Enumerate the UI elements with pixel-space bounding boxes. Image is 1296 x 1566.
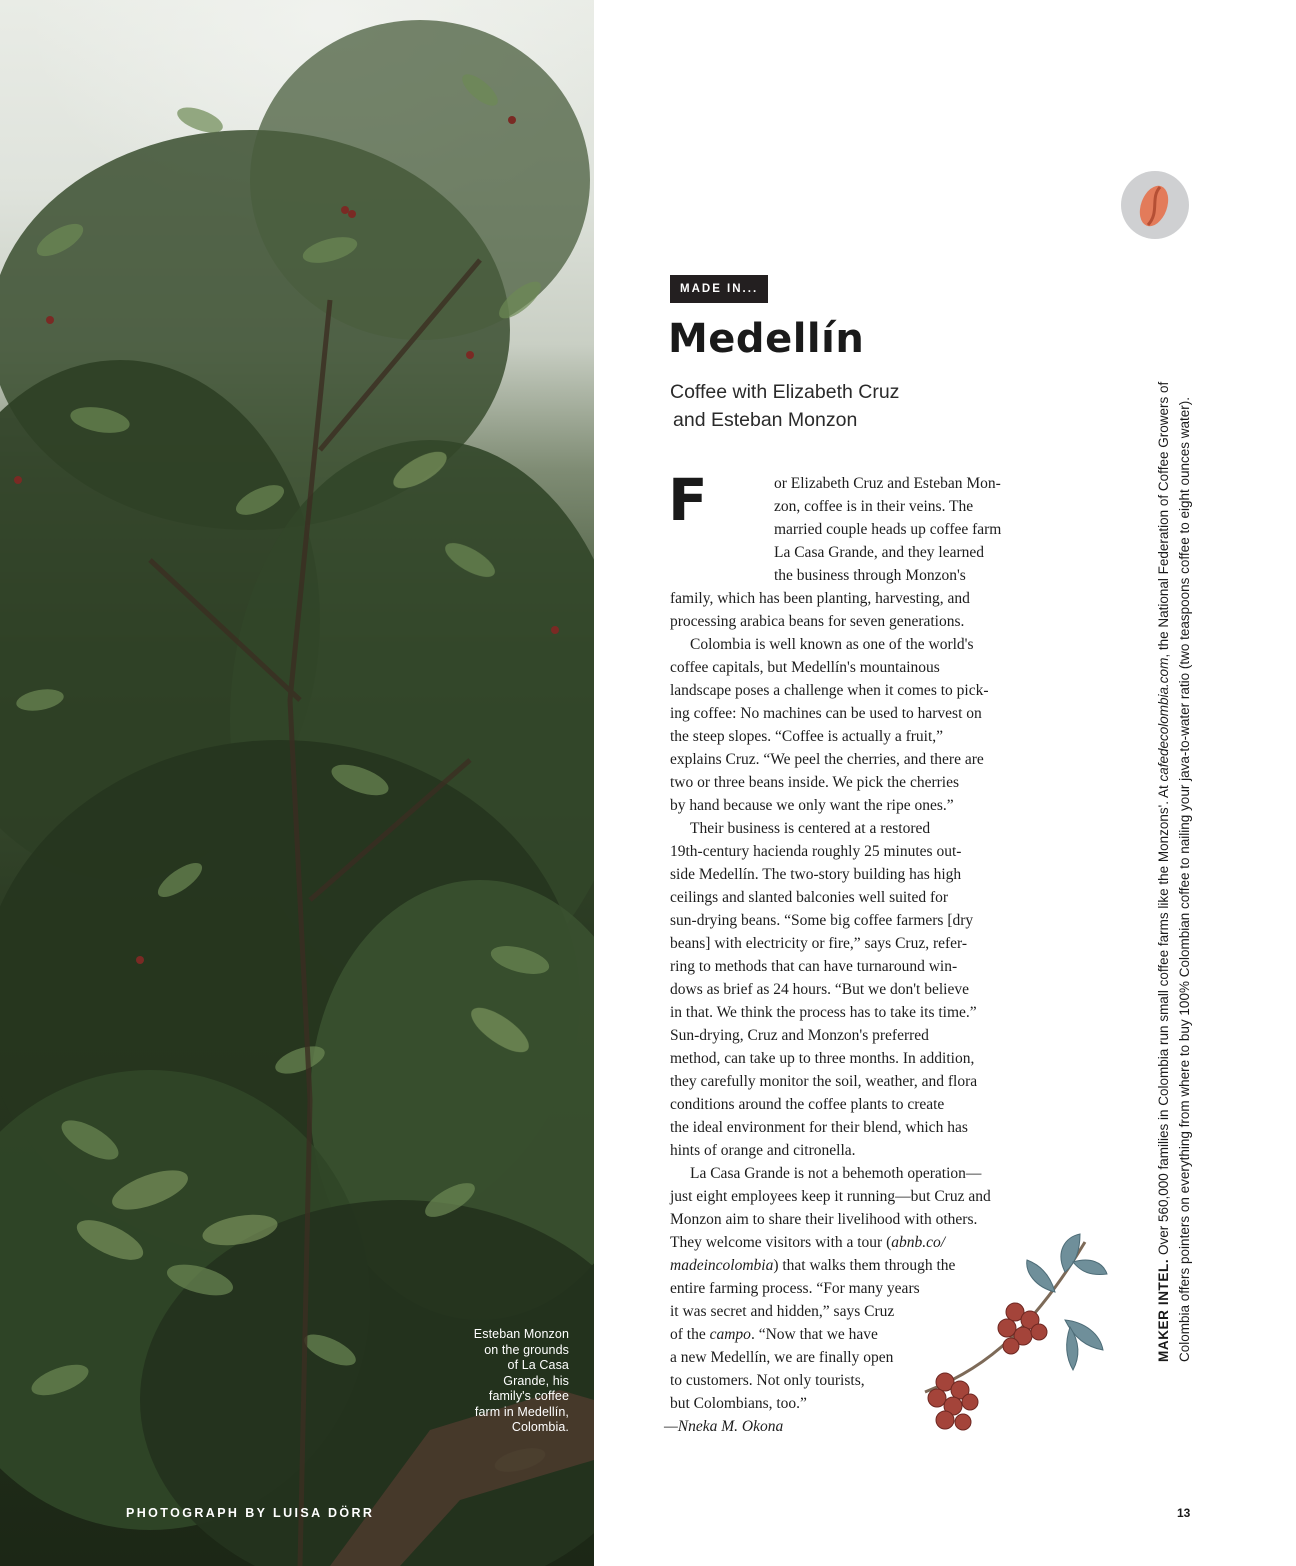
caption-line: farm in Medellín, (474, 1404, 569, 1419)
body-line: Monzon aim to share their livelihood with others. (670, 1211, 978, 1228)
body-line: ceilings and slanted balconies well suited for (670, 889, 949, 906)
sidebar-text: Over 560,000 families in Colombia run small coffee farms like the Monzons'. At (1156, 781, 1171, 1259)
tour-link[interactable]: abnb.co/ (891, 1234, 946, 1251)
body-line: hints of orange and citronella. (670, 1142, 856, 1159)
body-emphasis: campo (709, 1326, 751, 1343)
body-line (670, 1254, 955, 1277)
body-line: Sun-drying, Cruz and Monzon's preferred (670, 1027, 929, 1044)
sidebar-link[interactable]: cafedecolombia.com (1156, 657, 1171, 782)
sidebar-label: MAKER INTEL. (1156, 1258, 1171, 1362)
body-line: or Elizabeth Cruz and Esteban Mon- (774, 475, 1001, 492)
caption-line: Grande, his (503, 1373, 569, 1388)
coffee-plant-photo (0, 0, 594, 1566)
body-line: two or three beans inside. We pick the cherries (670, 774, 959, 791)
body-line: they carefully monitor the soil, weather, and flora (670, 1073, 978, 1090)
body-line: processing arabica beans for seven generations. (670, 613, 965, 630)
subtitle-line: Coffee with Elizabeth Cruz (670, 381, 900, 403)
body-line: married couple heads up coffee farm (774, 521, 1002, 538)
section-kicker: MADE IN... (670, 275, 768, 303)
article-title: Medellín (668, 316, 865, 362)
maker-intel-sidebar (1153, 212, 1195, 1362)
body-line: conditions around the coffee plants to create (670, 1096, 945, 1113)
body-line: the steep slopes. “Coffee is actually a fruit,” (670, 728, 944, 745)
body-text: They welcome visitors with a tour ( (670, 1234, 892, 1251)
caption-line: Esteban Monzon (473, 1327, 569, 1341)
body-line: dows as brief as 24 hours. “But we don't believe (670, 981, 969, 998)
body-line: the ideal environment for their blend, which has (670, 1119, 968, 1136)
body-line: zon, coffee is in their veins. The (774, 498, 974, 515)
coffee-branch-icon (915, 1232, 1110, 1447)
caption-line: family's coffee (488, 1389, 569, 1403)
body-text: ) that walks them through the (773, 1257, 956, 1274)
body-line: ing coffee: No machines can be used to harvest on (670, 705, 982, 722)
body-line: the business through Monzon's (774, 567, 966, 584)
body-line: ring to methods that can have turnaround win- (670, 958, 958, 975)
body-line: beans] with electricity or fire,” says Cruz, refer- (670, 935, 968, 952)
sidebar-line (1153, 212, 1174, 1362)
body-line: landscape poses a challenge when it comes to pick- (670, 682, 989, 699)
body-line: Colombia is well known as one of the world's (690, 636, 974, 653)
body-line: just eight employees keep it running—but Cruz and (670, 1188, 991, 1205)
body-line: Their business is centered at a restored (690, 820, 931, 837)
body-line: by hand because we only want the ripe ones.” (670, 797, 954, 814)
caption-line: on the grounds (484, 1342, 569, 1357)
body-line: family, which has been planting, harvesting, and (670, 590, 970, 607)
body-text: . “Now that we have (750, 1326, 878, 1343)
article-subtitle (670, 378, 990, 434)
body-line: a new Medellín, we are finally open (670, 1349, 894, 1366)
body-line: it was secret and hidden,” says Cruz (670, 1303, 895, 1320)
body-line: La Casa Grande is not a behemoth operation— (690, 1165, 982, 1182)
author-signature: —Nneka M. Okona (664, 1418, 784, 1435)
body-line (670, 1231, 945, 1254)
page-number: 13 (1177, 1506, 1191, 1520)
body-line: side Medellín. The two-story building has high (670, 866, 962, 883)
body-text: of the (670, 1326, 710, 1343)
body-line: entire farming process. “For many years (670, 1280, 920, 1297)
subtitle-line: and Esteban Monzon (673, 409, 858, 431)
drop-cap: F (668, 466, 708, 534)
body-line: sun-drying beans. “Some big coffee farmers [dry (670, 912, 974, 929)
caption-line: Colombia. (511, 1420, 569, 1434)
body-line: method, can take up to three months. In addition, (670, 1050, 975, 1067)
body-line: explains Cruz. “We peel the cherries, and there are (670, 751, 984, 768)
body-line: but Colombians, too.” (670, 1395, 807, 1412)
body-line: coffee capitals, but Medellín's mountainous (670, 659, 940, 676)
body-line: to customers. Not only tourists, (670, 1372, 865, 1389)
sidebar-text: , the National Federation of Coffee Growers of (1156, 381, 1171, 658)
photo-credit: PHOTOGRAPH BY LUISA DÖRR (126, 1506, 375, 1520)
sidebar-line: Colombia offers pointers on everything from where to buy 100% Colombian coffee to nailing your java-to-water ratio (two teaspoons coffee to eight ounces water). (1177, 396, 1192, 1362)
photo-caption (439, 1327, 569, 1436)
tour-link[interactable]: madeincolombia (670, 1257, 774, 1274)
body-line (670, 1323, 878, 1346)
caption-line: of La Casa (507, 1358, 569, 1372)
body-line: La Casa Grande, and they learned (774, 544, 985, 561)
body-line: in that. We think the process has to take its time.” (670, 1004, 977, 1021)
body-line: 19th-century hacienda roughly 25 minutes out- (670, 843, 962, 860)
